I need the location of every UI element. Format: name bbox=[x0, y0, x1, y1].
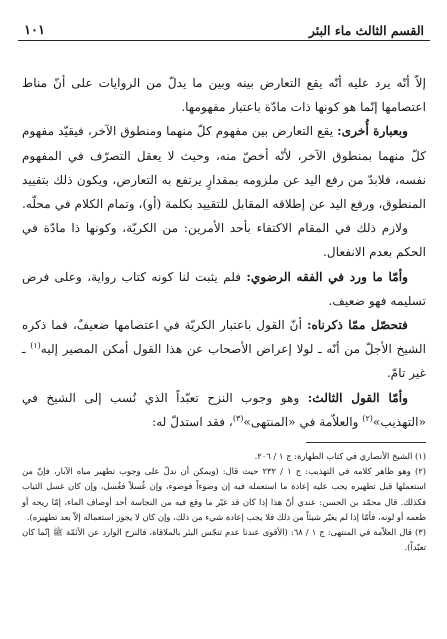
paragraph-lead: وأمّا ما ورد في الفقه الرضوي: bbox=[246, 269, 408, 284]
main-text bbox=[18, 71, 430, 434]
footnote-separator bbox=[306, 442, 426, 443]
document-page bbox=[18, 16, 430, 626]
footnote-1: (١) الشيخ الأنصاري في كتاب الطهارة: ج ١ / ٢٠٦. bbox=[254, 451, 426, 462]
footnote-2: (٢) وهو ظاهر كلامه في التهذيب: ج ١ / ٢٣٢ حيث قال: (ويمكن أن ندلّ على وجوب تطهير مياه الآبار، فإنّ من استعملها قبل تطهيره يجب عليه إعادة ما استعمله فيه إن وضوءاً فوضوء، وإن غُسلاً فغُسل، وإن كان غسل الثياب فكذلك. قال محمّد بن الحسن: عندي أنّ هذا إذا كان قد غيّر ما وقع فيه من النجاسة أحد أوصاف الماء، إمّا ريحه أو طعمه أو لونه، فأمّا إذا لم يغيّر شيئاً من ذلك فلا يجب إعادة شيء من ذلك، وإن كان لا يجوز استعماله إلاّ بعد تطهيره). bbox=[22, 466, 426, 522]
footnote-3: (٣) قال العلاّمة في المنتهى: ج ١ / ٦٨: (الأقوى عندنا عدم تنجّس البئر بالملاقاة، فالنزح الوارد عن الأئمّة ﷺ إنّما كان تعبّداً). bbox=[22, 527, 426, 553]
paragraph-text: أنّ القول باعتبار الكريّة في اعتصامها ضعيفٌ، فما ذكره الشيخ الأجلّ من أنّه ـ لولا إعراض الأصحاب عن هذا القول أمكن المصير إليه bbox=[22, 318, 426, 357]
paragraph-lead: وبعبارة أُخرى: bbox=[337, 124, 409, 139]
footnote-marker[interactable]: (٢) bbox=[362, 413, 373, 423]
paragraph-5 bbox=[22, 313, 426, 386]
paragraph-text-continued: والعلاّمة في «المنتهى» bbox=[243, 414, 363, 429]
paragraph-text: ولازم ذلك في المقام الاكتفاء بأحد الأمرين: من الكريّة، وكونها ذا مادّة في الحكم بعدم الانفعال. bbox=[22, 221, 426, 260]
page-number: ١٠١ bbox=[24, 23, 45, 38]
paragraph-6 bbox=[22, 386, 426, 434]
paragraph-tail: ـ غير تامّ. bbox=[22, 342, 426, 381]
paragraph-lead: وأمّا القول الثالث: bbox=[307, 390, 408, 405]
footnote-marker[interactable]: (١) bbox=[30, 341, 41, 351]
footnotes bbox=[18, 449, 430, 555]
paragraph-text: إلاّ أنّه يرد عليه أنّه يقع التعارض بينه وبين ما يدلّ من الروايات على أنّ مناط اعتصامها إنّما هو كونها ذات مادّة باعتبار مفهومها. bbox=[22, 76, 426, 115]
paragraph-2 bbox=[22, 119, 426, 216]
running-header bbox=[18, 16, 430, 41]
paragraph-4 bbox=[22, 265, 426, 313]
paragraph-text: فلم يثبت لنا كونه كتاب رواية، وعلى فرض تسليمه فهو ضعيف. bbox=[22, 269, 426, 308]
paragraph-text: وهو وجوب النزح تعبّداً الذي نُسب إلى الشيخ في «التهذيب» bbox=[22, 390, 426, 429]
paragraph-lead: فتحصّل ممّا ذكرناه: bbox=[306, 318, 408, 333]
paragraph-1 bbox=[22, 71, 426, 119]
paragraph-3 bbox=[22, 216, 426, 264]
paragraph-text: يقع التعارض بين مفهوم كلّ منهما ومنطوق الآخر، فيقيّد مفهوم كلّ منهما بمنطوق الآخر، لأنّه أخصّ منه، وحيث لا يعقل التصرّف في المفهوم نفسه، فلابدّ من رفع اليد عن ملزومه بمقدارٍ يرتفع به التعارض، ويكون ذلك بتقييد المنطوق، ورفع اليد عن إطلاقه المقابل للتقييد بكلمة (أو)، وتمام الكلام في محلّه. bbox=[21, 124, 426, 212]
section-title: القسم الثالث ماء البئر bbox=[308, 23, 424, 38]
paragraph-tail: ، فقد استدلّ له: bbox=[152, 414, 233, 429]
footnote-marker[interactable]: (٣) bbox=[232, 413, 244, 423]
